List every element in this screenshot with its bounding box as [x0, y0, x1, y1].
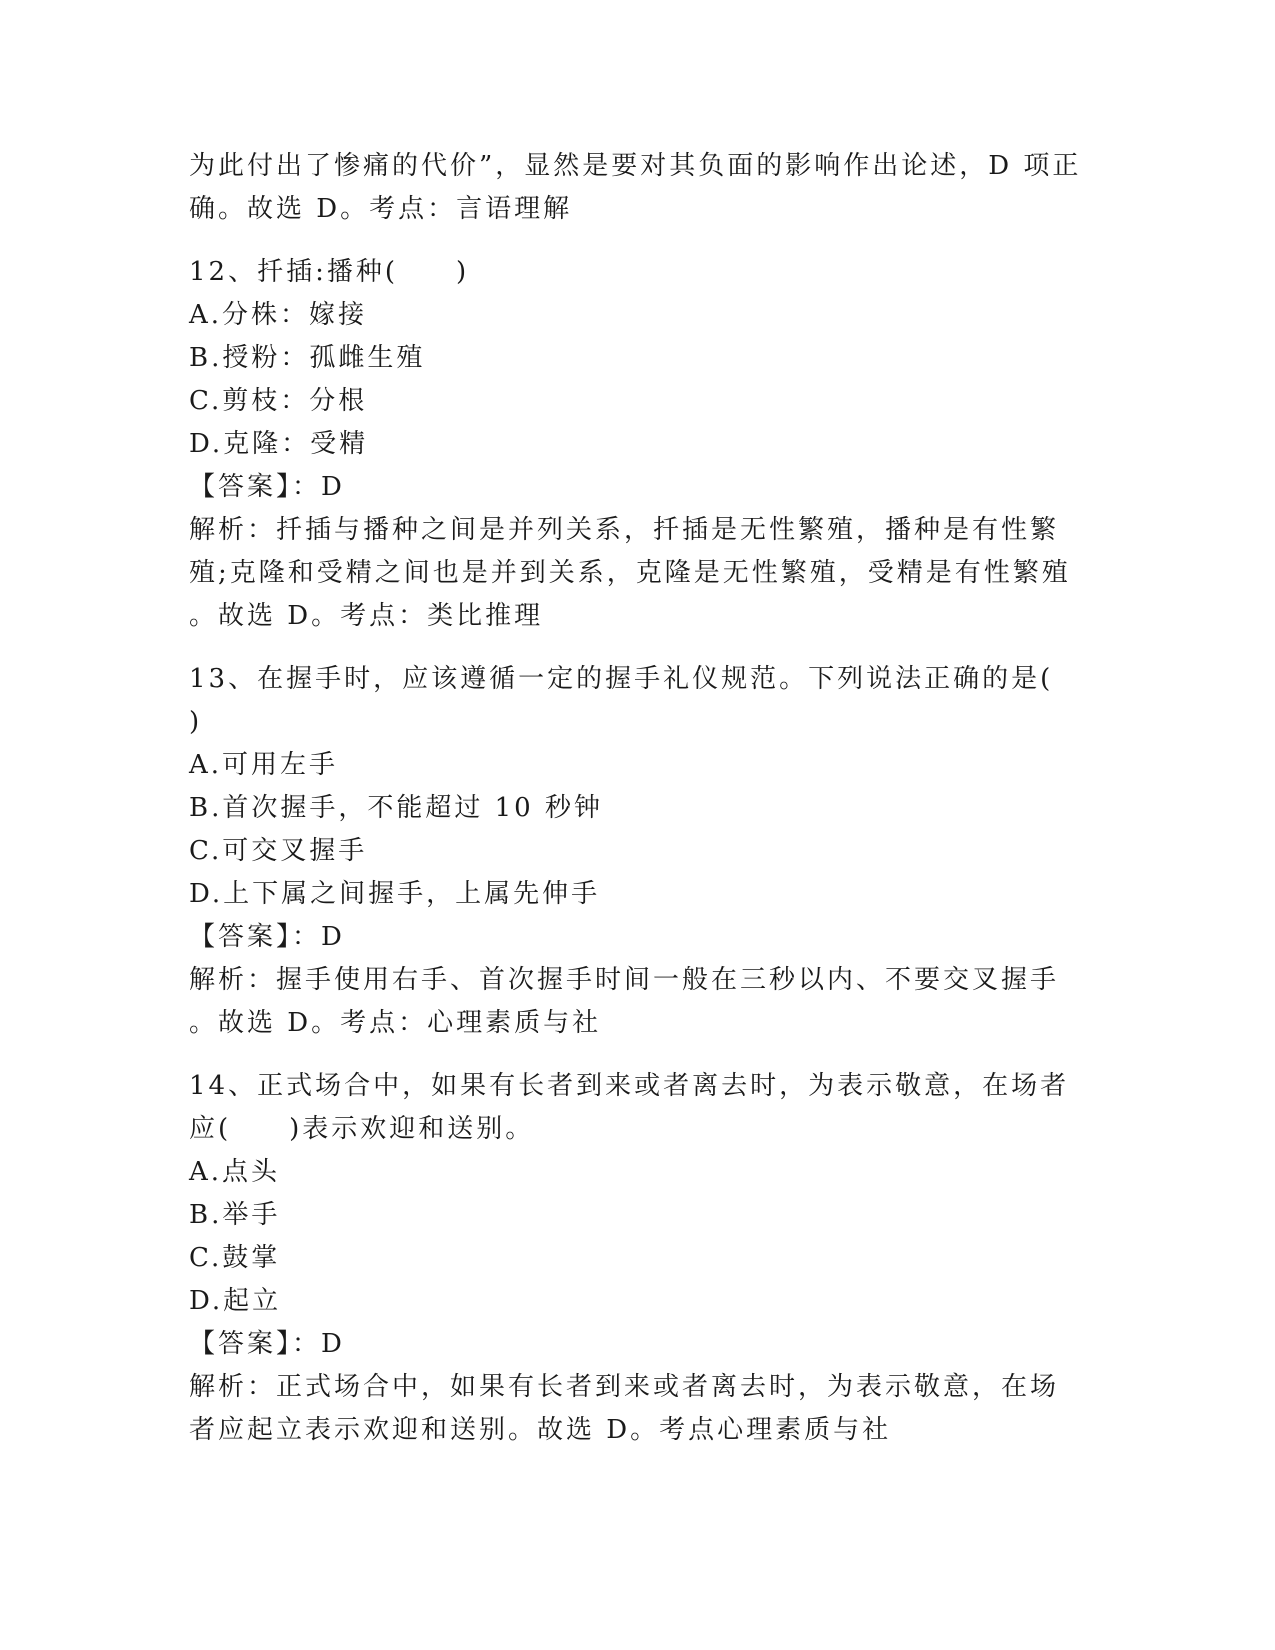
option-b: B.举手	[189, 1200, 281, 1230]
question-stem: 12、扦插:播种( )	[189, 257, 470, 287]
intro-line: 为此付出了惨痛的代价”，显然是要对其负面的影响作出论述，D 项正	[189, 151, 1082, 181]
analysis-line: 殖;克隆和受精之间也是并到关系，克隆是无性繁殖，受精是有性繁殖	[189, 558, 1071, 588]
analysis-line: 。故选 D。考点：类比推理	[189, 601, 544, 631]
answer-line: 【答案】：D	[189, 922, 345, 952]
analysis-line: 解析：扦插与播种之间是并列关系，扦插是无性繁殖，播种是有性繁	[189, 515, 1060, 545]
option-d: D.起立	[189, 1286, 282, 1316]
question-stem: )	[189, 707, 203, 737]
question-stem: 14、正式场合中，如果有长者到来或者离去时，为表示敬意，在场者	[189, 1071, 1070, 1101]
option-a: A.可用左手	[189, 750, 339, 780]
intro-line: 确。故选 D。考点：言语理解	[189, 194, 573, 224]
option-c: C.可交叉握手	[189, 836, 368, 866]
answer-line: 【答案】：D	[189, 472, 345, 502]
question-13	[189, 658, 1089, 1045]
option-c: C.鼓掌	[189, 1243, 281, 1273]
analysis-line: 解析：握手使用右手、首次握手时间一般在三秒以内、不要交叉握手	[189, 965, 1060, 995]
option-b: B.首次握手，不能超过 10 秒钟	[189, 793, 603, 823]
analysis-line: 解析：正式场合中，如果有长者到来或者离去时，为表示敬意，在场	[189, 1372, 1060, 1402]
question-stem: 13、在握手时，应该遵循一定的握手礼仪规范。下列说法正确的是(	[189, 664, 1054, 694]
analysis-line: 。故选 D。考点：心理素质与社	[189, 1008, 602, 1038]
option-a: A.分株：嫁接	[189, 300, 368, 330]
option-d: D.上下属之间握手，上属先伸手	[189, 879, 601, 909]
intro-paragraph	[189, 145, 1089, 231]
option-b: B.授粉：孤雌生殖	[189, 343, 426, 373]
question-14	[189, 1065, 1089, 1452]
answer-line: 【答案】：D	[189, 1329, 345, 1359]
option-d: D.克隆：受精	[189, 429, 369, 459]
option-a: A.点头	[189, 1157, 281, 1187]
option-c: C.剪枝：分根	[189, 386, 368, 416]
question-stem: 应( )表示欢迎和送别。	[189, 1114, 535, 1144]
analysis-line: 者应起立表示欢迎和送别。故选 D。考点心理素质与社	[189, 1415, 892, 1445]
question-12	[189, 251, 1089, 638]
document-content	[189, 145, 1089, 1452]
